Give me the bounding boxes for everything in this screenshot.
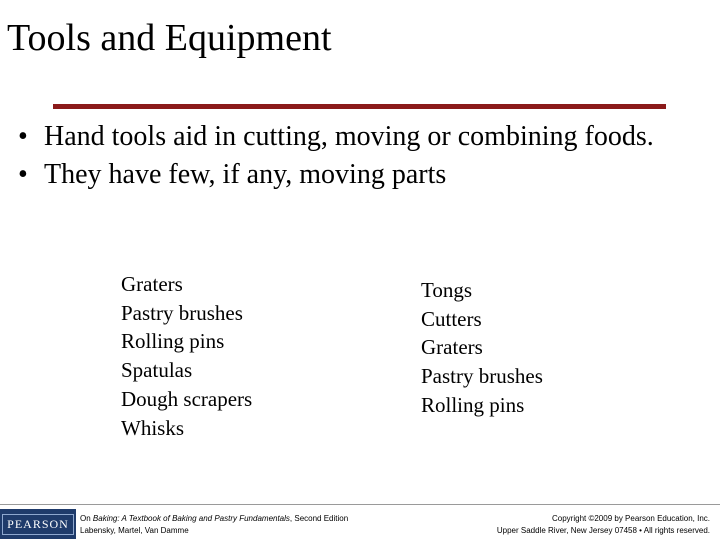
list-item: Rolling pins xyxy=(121,329,225,354)
bullet-item xyxy=(18,120,708,154)
list-item: Spatulas xyxy=(121,358,193,383)
bullet-list xyxy=(18,120,708,196)
list-item: Rolling pins xyxy=(421,392,525,417)
list-item: Pastry brushes xyxy=(421,364,543,389)
footer xyxy=(0,504,720,540)
list-item: Whisks xyxy=(121,415,184,440)
footer-divider xyxy=(0,504,720,505)
pearson-logo xyxy=(0,509,76,539)
bullet-text: Hand tools aid in cutting, moving or combining foods. xyxy=(44,121,654,152)
copyright-line-2: Upper Saddle River, New Jersey 07458 • All rights reserved. xyxy=(496,526,710,535)
footer-copyright xyxy=(497,513,710,537)
list-item: Pastry brushes xyxy=(121,300,243,325)
title-underline-rule xyxy=(53,104,666,109)
bullet-dot-icon: • xyxy=(18,159,28,190)
bullet-item xyxy=(18,158,708,192)
book-prefix: On xyxy=(80,514,93,523)
book-edition: , Second Edition xyxy=(289,514,349,523)
book-title: Baking: A Textbook of Baking and Pastry Fundamentals xyxy=(92,514,290,523)
book-authors: Labensky, Martel, Van Damme xyxy=(80,526,189,535)
list-item: Graters xyxy=(421,335,483,360)
slide-title: Tools and Equipment xyxy=(7,17,332,59)
list-item: Cutters xyxy=(421,306,482,331)
pearson-logo-text: PEARSON xyxy=(2,514,74,535)
list-item: Tongs xyxy=(421,278,473,302)
book-title-line xyxy=(80,513,348,525)
copyright-line-1: Copyright ©2009 by Pearson Education, Inc. xyxy=(552,514,710,523)
list-item: Dough scrapers xyxy=(121,386,253,411)
right-tool-list xyxy=(421,276,543,420)
list-item: Graters xyxy=(121,272,183,296)
left-tool-list xyxy=(121,270,252,442)
bullet-text: They have few, if any, moving parts xyxy=(44,159,447,190)
footer-book-citation xyxy=(80,513,348,537)
bullet-dot-icon: • xyxy=(18,121,28,152)
